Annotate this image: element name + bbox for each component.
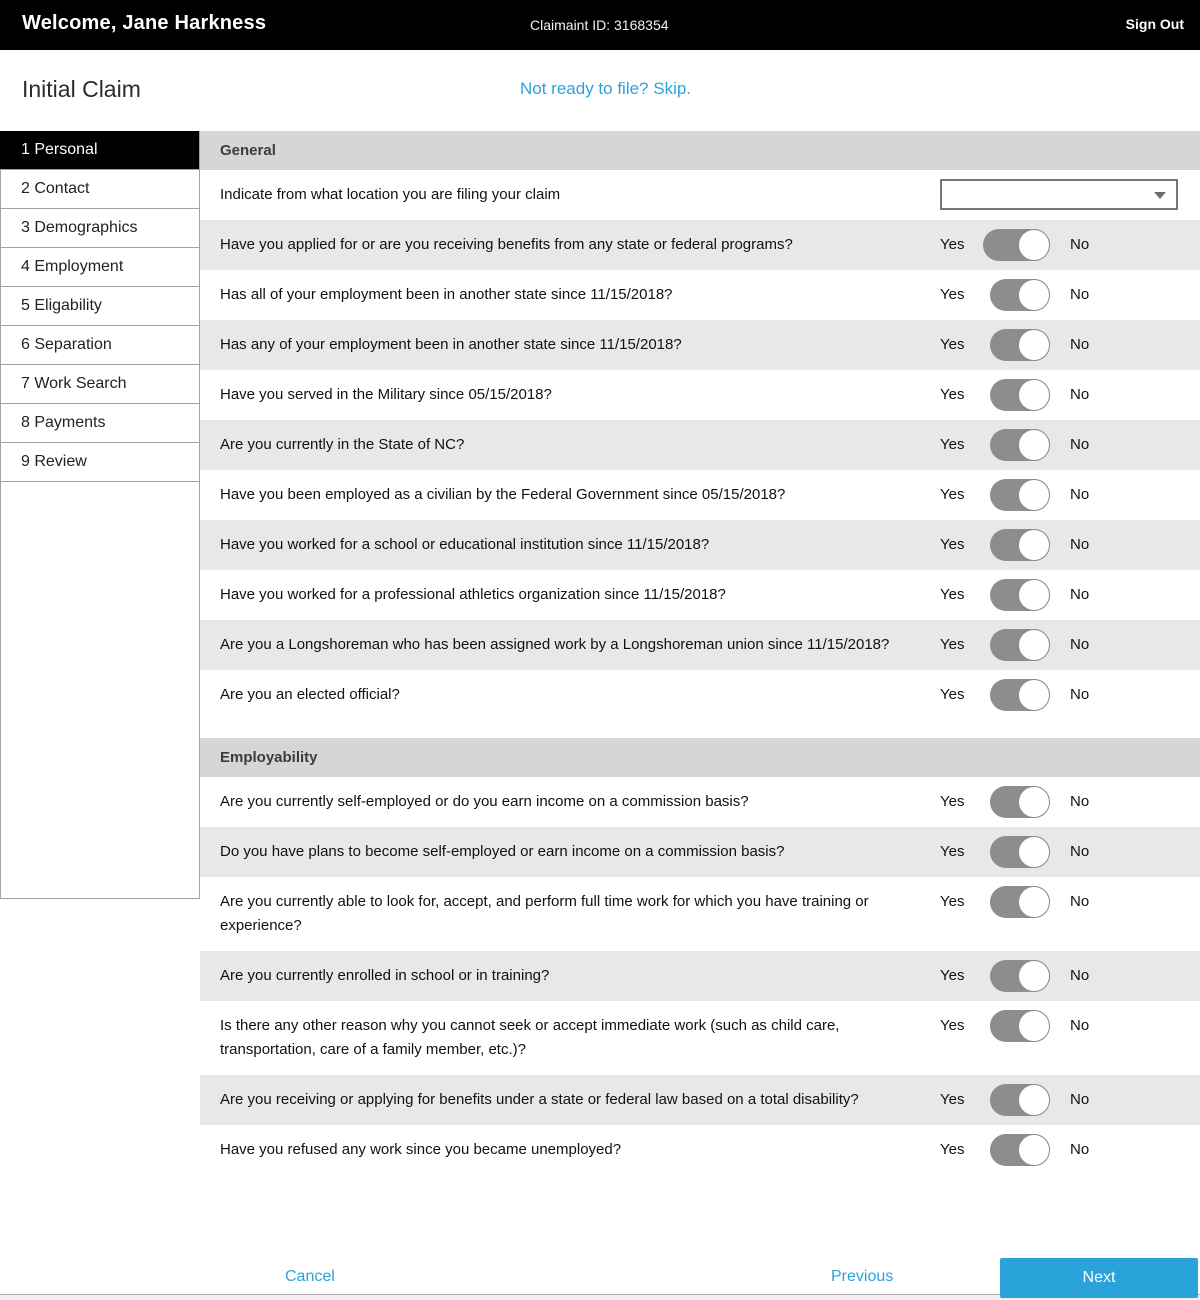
question-row xyxy=(200,570,1200,620)
yes-no-toggle[interactable] xyxy=(990,886,1050,918)
sidebar-item[interactable]: 4 Employment xyxy=(1,248,199,287)
toggle-knob[interactable] xyxy=(1018,1084,1050,1116)
no-label: No xyxy=(1070,586,1090,603)
question-text: Have you refused any work since you became unemployed? xyxy=(220,1141,622,1158)
yes-no-toggle[interactable] xyxy=(990,960,1050,992)
yes-no-toggle[interactable] xyxy=(990,429,1050,461)
yes-no-toggle[interactable] xyxy=(990,786,1050,818)
yes-label: Yes xyxy=(940,536,965,553)
no-label: No xyxy=(1070,686,1090,703)
question-text: Are you currently in the State of NC? xyxy=(220,436,465,453)
yes-no-toggle[interactable] xyxy=(990,479,1050,511)
question-text: Are you receiving or applying for benefits under a state or federal law based on a total disability? xyxy=(220,1091,859,1108)
question-row xyxy=(200,951,1200,1001)
yes-label: Yes xyxy=(940,1091,965,1108)
question-row xyxy=(200,270,1200,320)
question-text: Have you applied for or are you receiving benefits from any state or federal programs? xyxy=(220,236,793,253)
no-label: No xyxy=(1070,486,1090,503)
chevron-down-icon xyxy=(1154,192,1166,199)
question-row xyxy=(200,320,1200,370)
top-bar xyxy=(0,0,1200,50)
yes-no-toggle[interactable] xyxy=(983,229,1050,261)
question-row xyxy=(200,420,1200,470)
no-label: No xyxy=(1070,236,1090,253)
question-text: Have you worked for a school or educational institution since 11/15/2018? xyxy=(220,536,710,553)
sign-out-link[interactable]: Sign Out xyxy=(1125,16,1184,32)
question-text: Have you worked for a professional athletics organization since 11/15/2018? xyxy=(220,586,726,603)
question-text: Are you currently enrolled in school or in training? xyxy=(220,967,550,984)
question-row xyxy=(200,170,1200,220)
section-header: Employability xyxy=(200,738,1200,777)
toggle-knob[interactable] xyxy=(1018,379,1050,411)
yes-no-toggle[interactable] xyxy=(990,679,1050,711)
question-row xyxy=(200,670,1200,720)
yes-label: Yes xyxy=(940,586,965,603)
toggle-knob[interactable] xyxy=(1018,1134,1050,1166)
yes-label: Yes xyxy=(940,636,965,653)
yes-label: Yes xyxy=(940,486,965,503)
form-section xyxy=(200,738,1200,1175)
yes-label: Yes xyxy=(940,286,965,303)
toggle-knob[interactable] xyxy=(1018,960,1050,992)
no-label: No xyxy=(1070,1091,1090,1108)
claimant-id: Claimaint ID: 3168354 xyxy=(530,17,669,33)
toggle-knob[interactable] xyxy=(1018,529,1050,561)
no-label: No xyxy=(1070,436,1090,453)
question-row xyxy=(200,220,1200,270)
sidebar-item[interactable]: 5 Eligability xyxy=(1,287,199,326)
question-text: Are you currently able to look for, accept, and perform full time work for which you have training or experience? xyxy=(220,893,869,934)
question-row xyxy=(200,1125,1200,1175)
form-section xyxy=(200,131,1200,738)
question-text: Indicate from what location you are filing your claim xyxy=(220,186,561,203)
yes-no-toggle[interactable] xyxy=(990,279,1050,311)
sidebar-item[interactable]: 3 Demographics xyxy=(1,209,199,248)
yes-label: Yes xyxy=(940,843,965,860)
step-sidebar xyxy=(0,131,200,899)
toggle-knob[interactable] xyxy=(1018,886,1050,918)
location-select[interactable] xyxy=(940,179,1178,210)
toggle-knob[interactable] xyxy=(1018,279,1050,311)
yes-no-toggle[interactable] xyxy=(990,1010,1050,1042)
yes-label: Yes xyxy=(940,1017,965,1034)
question-text: Are you currently self-employed or do you earn income on a commission basis? xyxy=(220,793,749,810)
sidebar-item[interactable]: 1 Personal xyxy=(0,131,199,170)
cancel-link[interactable]: Cancel xyxy=(285,1268,335,1285)
toggle-knob[interactable] xyxy=(1018,329,1050,361)
no-label: No xyxy=(1070,636,1090,653)
sidebar-item[interactable]: 6 Separation xyxy=(1,326,199,365)
question-row xyxy=(200,1001,1200,1075)
yes-label: Yes xyxy=(940,436,965,453)
no-label: No xyxy=(1070,893,1090,910)
no-label: No xyxy=(1070,793,1090,810)
form-area xyxy=(200,131,1200,1175)
question-row xyxy=(200,520,1200,570)
question-text: Are you a Longshoreman who has been assigned work by a Longshoreman union since 11/15/2018? xyxy=(220,636,890,653)
no-label: No xyxy=(1070,536,1090,553)
yes-no-toggle[interactable] xyxy=(990,1134,1050,1166)
question-row xyxy=(200,777,1200,827)
section-header: General xyxy=(200,131,1200,170)
question-row xyxy=(200,877,1200,951)
question-text: Do you have plans to become self-employed or earn income on a commission basis? xyxy=(220,843,785,860)
sidebar-item[interactable]: 8 Payments xyxy=(1,404,199,443)
yes-label: Yes xyxy=(940,336,965,353)
yes-label: Yes xyxy=(940,793,965,810)
question-row xyxy=(200,470,1200,520)
toggle-knob[interactable] xyxy=(1018,836,1050,868)
toggle-knob[interactable] xyxy=(1018,786,1050,818)
question-row xyxy=(200,370,1200,420)
no-label: No xyxy=(1070,386,1090,403)
question-text: Has all of your employment been in another state since 11/15/2018? xyxy=(220,286,673,303)
question-row xyxy=(200,827,1200,877)
no-label: No xyxy=(1070,1017,1090,1034)
sidebar-filler xyxy=(1,482,199,899)
sidebar-nav xyxy=(1,131,199,482)
yes-label: Yes xyxy=(940,967,965,984)
question-text: Have you been employed as a civilian by the Federal Government since 05/15/2018? xyxy=(220,486,786,503)
previous-link[interactable]: Previous xyxy=(831,1268,894,1285)
yes-no-toggle[interactable] xyxy=(990,836,1050,868)
question-text: Have you served in the Military since 05/15/2018? xyxy=(220,386,552,403)
no-label: No xyxy=(1070,286,1090,303)
no-label: No xyxy=(1070,967,1090,984)
toggle-knob[interactable] xyxy=(1018,579,1050,611)
question-text: Is there any other reason why you cannot seek or accept immediate work (such as child care, transportation, care of a family member, etc.)? xyxy=(220,1017,840,1058)
yes-label: Yes xyxy=(940,893,965,910)
yes-no-toggle[interactable] xyxy=(990,529,1050,561)
toggle-knob[interactable] xyxy=(1018,1010,1050,1042)
toggle-knob[interactable] xyxy=(1018,229,1050,261)
sidebar-item[interactable]: 7 Work Search xyxy=(1,365,199,404)
sidebar-item[interactable]: 9 Review xyxy=(1,443,199,482)
no-label: No xyxy=(1070,843,1090,860)
toggle-knob[interactable] xyxy=(1018,479,1050,511)
sidebar-item[interactable]: 2 Contact xyxy=(1,170,199,209)
next-button[interactable]: Next xyxy=(1000,1258,1198,1298)
question-row xyxy=(200,1075,1200,1125)
page-title: Initial Claim xyxy=(22,76,141,102)
toggle-knob[interactable] xyxy=(1018,679,1050,711)
yes-no-toggle[interactable] xyxy=(990,329,1050,361)
welcome-text: Welcome, Jane Harkness xyxy=(22,12,267,34)
yes-no-toggle[interactable] xyxy=(990,579,1050,611)
yes-label: Yes xyxy=(940,236,965,253)
skip-link[interactable]: Not ready to file? Skip. xyxy=(520,79,692,98)
toggle-knob[interactable] xyxy=(1018,429,1050,461)
question-text: Has any of your employment been in another state since 11/15/2018? xyxy=(220,336,682,353)
question-text: Are you an elected official? xyxy=(220,686,400,703)
no-label: No xyxy=(1070,336,1090,353)
yes-no-toggle[interactable] xyxy=(990,379,1050,411)
yes-label: Yes xyxy=(940,386,965,403)
form-sections xyxy=(200,131,1200,1175)
yes-label: Yes xyxy=(940,1141,965,1158)
yes-no-toggle[interactable] xyxy=(990,629,1050,661)
no-label: No xyxy=(1070,1141,1090,1158)
question-row xyxy=(200,620,1200,670)
toggle-knob[interactable] xyxy=(1018,629,1050,661)
yes-label: Yes xyxy=(940,686,965,703)
yes-no-toggle[interactable] xyxy=(990,1084,1050,1116)
